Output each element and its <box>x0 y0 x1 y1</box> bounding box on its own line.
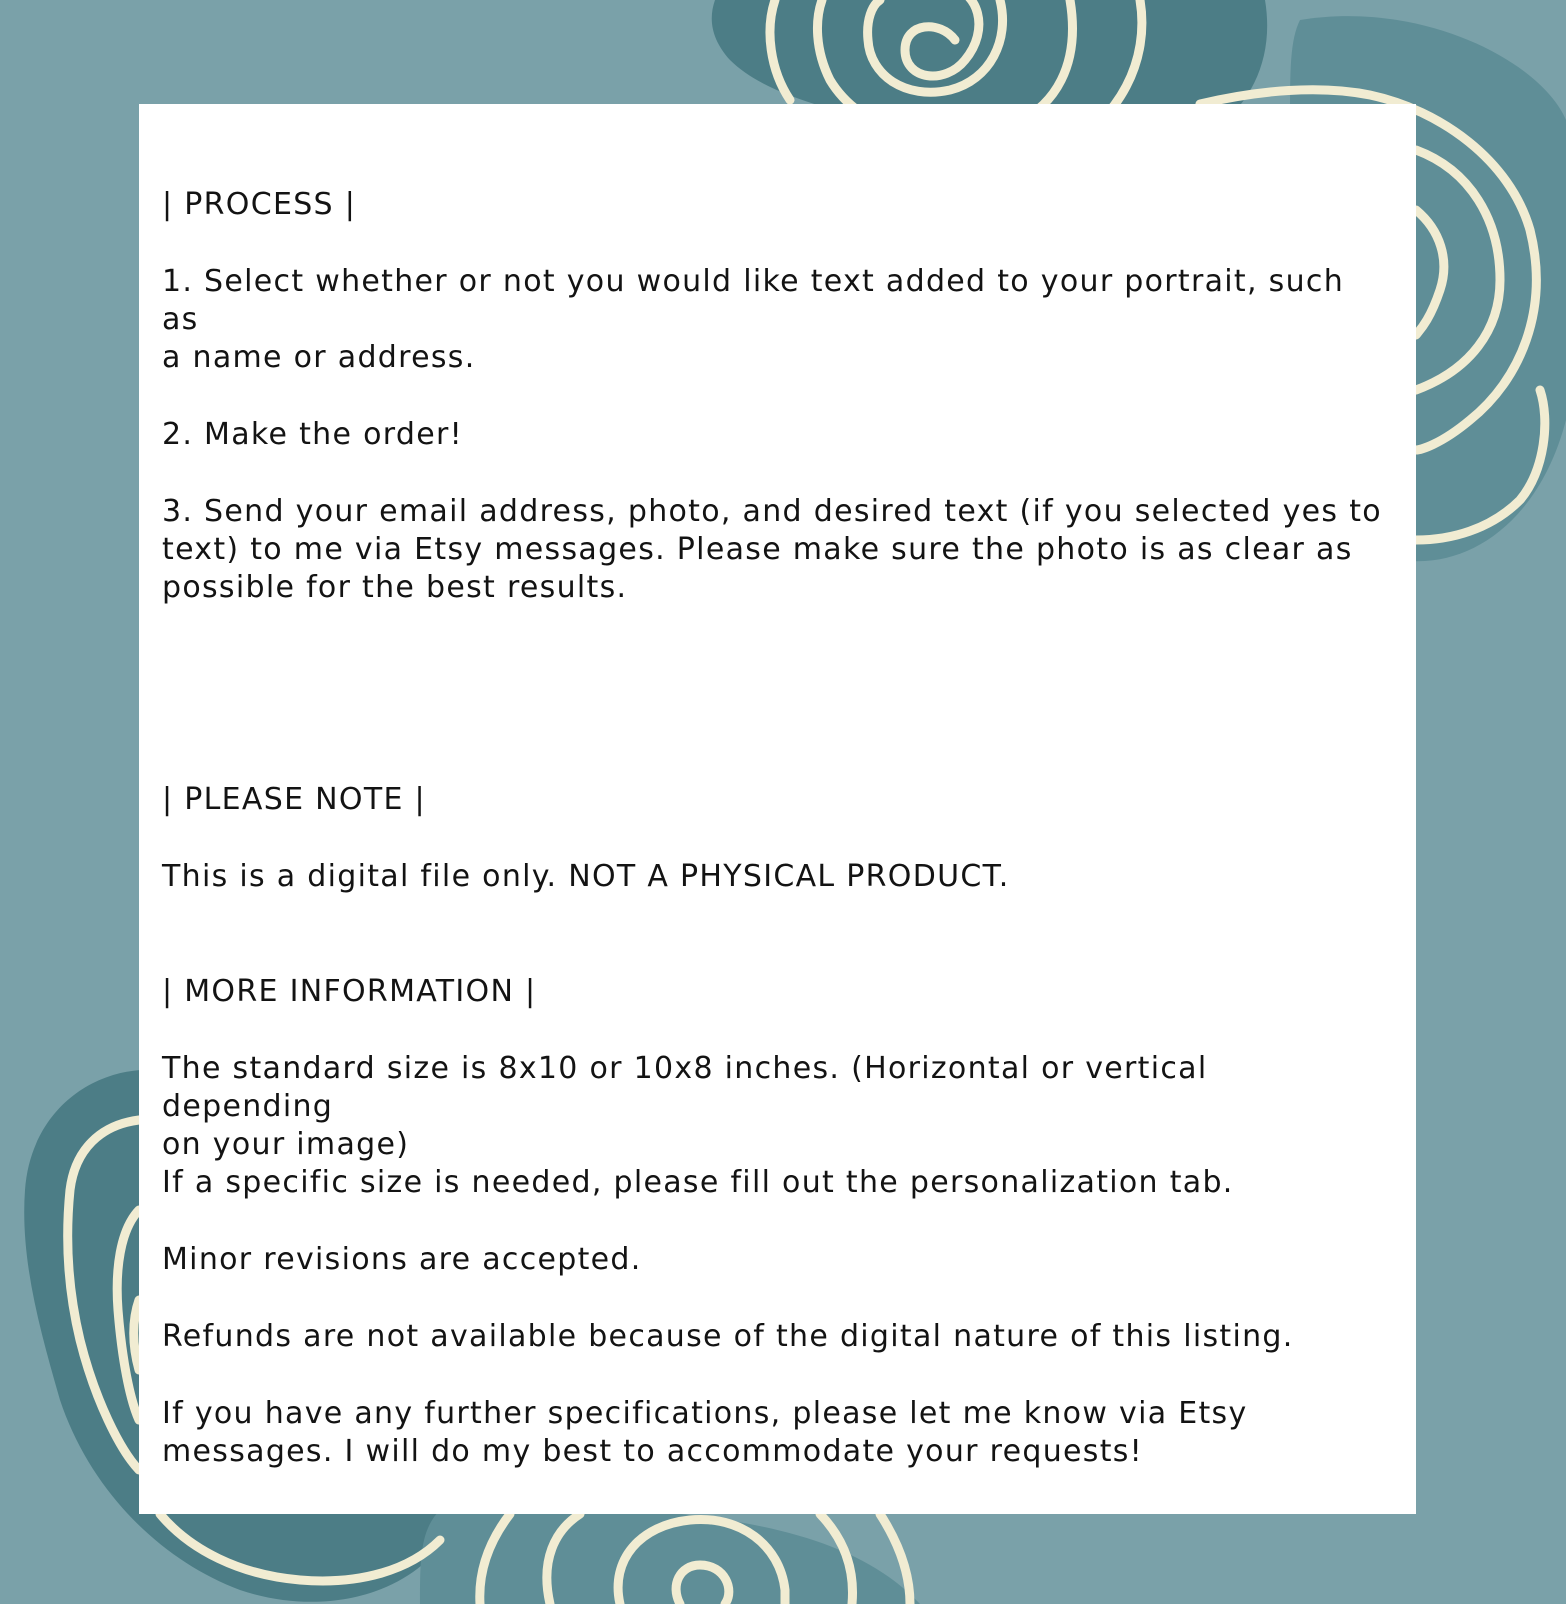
more-info-refunds: Refunds are not available because of the digital nature of this listing. <box>162 1319 1294 1354</box>
process-heading: | PROCESS | <box>162 187 357 222</box>
more-info-contact: If you have any further specifications, please let me know via Etsy messages. I will do my best to accommodate your requests! <box>162 1396 1248 1469</box>
more-info-revisions: Minor revisions are accepted. <box>162 1242 642 1277</box>
note-text: This is a digital file only. NOT A PHYSICAL PRODUCT. <box>162 859 1010 894</box>
more-info-heading: | MORE INFORMATION | <box>162 974 537 1009</box>
process-step-3: 3. Send your email address, photo, and desired text (if you selected yes to text) to me via Etsy messages. Please make sure the photo is as clear as possible for the best results. <box>162 494 1382 605</box>
process-step-2: 2. Make the order! <box>162 417 463 452</box>
note-heading: | PLEASE NOTE | <box>162 782 426 817</box>
process-step-1: 1. Select whether or not you would like text added to your portrait, such as a name or address. <box>162 264 1345 375</box>
info-card <box>139 104 1416 1514</box>
more-info-size: The standard size is 8x10 or 10x8 inches. (Horizontal or vertical depending on your image) If a specific size is needed, please fill out the personalization tab. <box>162 1051 1234 1200</box>
